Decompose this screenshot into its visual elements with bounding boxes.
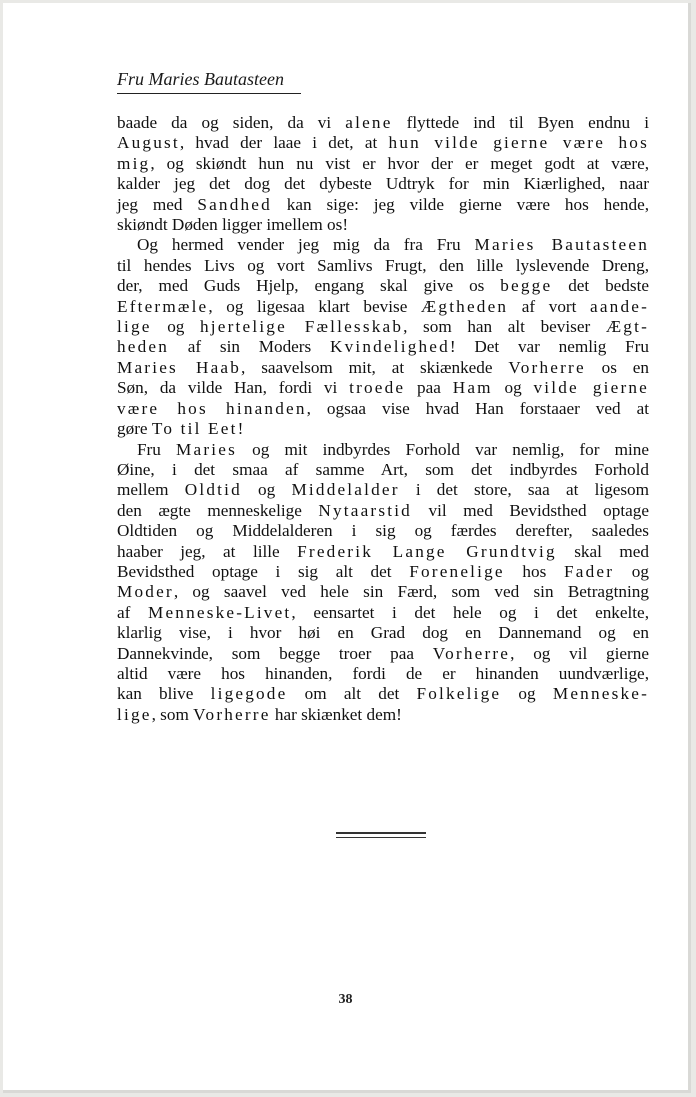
text-run: gøre (117, 419, 152, 439)
spaced-emphasis-text: Maries (176, 439, 237, 459)
text-line (117, 623, 649, 643)
text-run: mellem (117, 480, 185, 500)
text-run: , og ligesaa klart bevise (208, 296, 421, 316)
spaced-emphasis-text: være hos hinanden (117, 398, 307, 418)
text-run: af (117, 602, 148, 622)
text-run: , og vil gierne (510, 643, 649, 663)
text-run: det bedste (552, 276, 649, 296)
text-run: kalder jeg det dog det dybeste Udtryk for min Kiærlighed, naar (117, 174, 649, 194)
spaced-emphasis-text: Vorherre (432, 643, 511, 663)
spaced-emphasis-text: aande- (590, 296, 650, 316)
spaced-emphasis-text: Middelalder (291, 480, 400, 500)
text-line (117, 440, 649, 460)
text-run: , som han alt beviser (403, 317, 606, 337)
text-line (117, 419, 649, 439)
spaced-emphasis-text: Vorherre (193, 704, 271, 724)
text-line (117, 297, 649, 317)
text-line (117, 113, 649, 133)
text-line (117, 582, 649, 602)
text-line (117, 399, 649, 419)
text-run: Fru (137, 439, 177, 459)
text-line (117, 256, 649, 276)
spaced-emphasis-text: Nytaarstid (318, 500, 412, 520)
text-run: Øine, i det smaa af samme Art, som det indbyrdes Forhold (117, 459, 649, 479)
text-line (117, 644, 649, 664)
text-run: vil med Bevidsthed optage (411, 500, 649, 520)
text-run: den ægte menneskelige (117, 500, 319, 520)
text-run: og (151, 317, 201, 337)
text-run: jeg med (117, 194, 198, 214)
spaced-emphasis-text: Maries Bautasteen (474, 235, 649, 255)
text-line (117, 133, 649, 153)
text-run: skal med (556, 541, 649, 561)
text-run: haaber jeg, at lille (117, 541, 298, 561)
spaced-emphasis-text: Vorherre (508, 357, 586, 377)
text-run: Og hermed vender jeg mig da fra Fru (137, 235, 475, 255)
spaced-emphasis-text: August (117, 133, 180, 153)
text-run: , ogsaa vise hvad Han forstaaer ved at (306, 398, 650, 418)
text-run: og (614, 561, 649, 581)
spaced-emphasis-text: vilde gierne (533, 378, 650, 398)
spaced-emphasis-text: Maries Haab (117, 357, 242, 377)
text-line (117, 664, 649, 684)
text-line (117, 276, 649, 296)
body-text (117, 113, 649, 725)
text-run: Dannekvinde, som begge troer paa (117, 643, 433, 663)
text-run: , eensartet i det hele og i det enkelte, (291, 602, 649, 622)
spaced-emphasis-text: heden (117, 337, 170, 357)
spaced-emphasis-text: mig (117, 153, 151, 173)
text-run: kan blive (117, 684, 211, 704)
text-run: af vort (508, 296, 591, 316)
text-run: ! Det var nemlig Fru (449, 337, 649, 357)
text-line (117, 154, 649, 174)
spaced-emphasis-text: Sandhed (197, 194, 272, 214)
text-run: om alt det (287, 684, 417, 704)
text-line (117, 215, 649, 235)
text-run: os en (585, 357, 649, 377)
text-run: , og saavel ved hele sin Færd, som ved sin Betragtning (173, 582, 649, 602)
spaced-emphasis-text: ligegode (210, 684, 288, 704)
spaced-emphasis-text: Forenelige (409, 561, 505, 581)
text-run: kan sige: jeg vilde gierne være hos hende, (271, 194, 649, 214)
spaced-emphasis-text: Menneske-Livet (147, 602, 292, 622)
spaced-emphasis-text: Oldtid (184, 480, 242, 500)
text-run: paa (405, 378, 453, 398)
text-run: i det store, saa at ligesom (399, 480, 649, 500)
spaced-emphasis-text: begge (500, 276, 553, 296)
text-run: , som (151, 704, 194, 724)
text-line (117, 337, 649, 357)
text-line (117, 501, 649, 521)
text-line (117, 358, 649, 378)
text-run: af sin Moders (169, 337, 330, 357)
running-header: Fru Maries Bautasteen (117, 69, 301, 94)
text-line (117, 378, 649, 398)
text-run: ! (237, 419, 244, 439)
text-run: og (241, 480, 292, 500)
spaced-emphasis-text: alene (345, 113, 393, 132)
spaced-emphasis-text: lige (117, 704, 152, 724)
text-run: Søn, da vilde Han, fordi vi (117, 378, 350, 398)
spaced-emphasis-text: lige (117, 317, 152, 337)
page-number: 38 (338, 992, 353, 1007)
spaced-emphasis-text: Ægtheden (420, 296, 509, 316)
text-line (117, 684, 649, 704)
text-run: flyttede ind til Byen endnu i (392, 113, 650, 132)
text-line (117, 542, 649, 562)
text-line (117, 174, 649, 194)
text-line (117, 195, 649, 215)
spaced-emphasis-text: hun vilde gierne være hos (388, 133, 649, 153)
text-run: der, med Guds Hjelp, engang skal give os (117, 276, 501, 296)
text-run: skiøndt Døden ligger imellem os! (117, 215, 349, 235)
text-line (117, 521, 649, 541)
text-run: og mit indbyrdes Forhold var nemlig, for mine (236, 439, 649, 459)
book-page (3, 3, 691, 1093)
text-run: til hendes Livs og vort Samlivs Frugt, den lille lyslevende Dreng, (117, 255, 649, 275)
text-line (117, 562, 649, 582)
spaced-emphasis-text: Ægt- (605, 317, 650, 337)
text-run: , og skiøndt hun nu vist er hvor der er meget godt at være, (150, 153, 649, 173)
spaced-emphasis-text: hjertelige Fællesskab (200, 317, 404, 337)
spaced-emphasis-text: Frederik Lange Grundtvig (297, 541, 557, 561)
text-run: og (501, 684, 553, 704)
text-line (117, 705, 649, 725)
spaced-emphasis-text: Eftermæle (117, 296, 209, 316)
text-run: baade da og siden, da vi (117, 113, 346, 132)
text-run: klarlig vise, i hvor høi en Grad dog en Dannemand og en (117, 623, 649, 643)
text-run: og (492, 378, 534, 398)
text-run: hos (504, 561, 564, 581)
spaced-emphasis-text: To til Eet (151, 419, 238, 439)
text-line (117, 460, 649, 480)
text-line (117, 235, 649, 255)
text-run: altid være hos hinanden, fordi de er hinanden uundværlige, (117, 663, 649, 683)
text-run: Oldtiden og Middelalderen i sig og færdes derefter, saaledes (117, 521, 649, 541)
text-run: , hvad der laae i det, at (179, 133, 389, 153)
text-run: Bevidsthed optage i sig alt det (117, 561, 410, 581)
spaced-emphasis-text: Menneske- (552, 684, 650, 704)
spaced-emphasis-text: Ham (452, 378, 493, 398)
spaced-emphasis-text: Moder (117, 582, 174, 602)
spaced-emphasis-text: Folkelige (416, 684, 502, 704)
spaced-emphasis-text: Kvindelighed (329, 337, 450, 357)
text-line (117, 603, 649, 623)
text-run: har skiænket dem! (270, 704, 402, 724)
text-line (117, 480, 649, 500)
spaced-emphasis-text: Fader (563, 561, 615, 581)
section-divider-ornament (336, 832, 426, 841)
spaced-emphasis-text: troede (349, 378, 406, 398)
text-run: , saavelsom mit, at skiænkede (241, 357, 509, 377)
text-line (117, 317, 649, 337)
